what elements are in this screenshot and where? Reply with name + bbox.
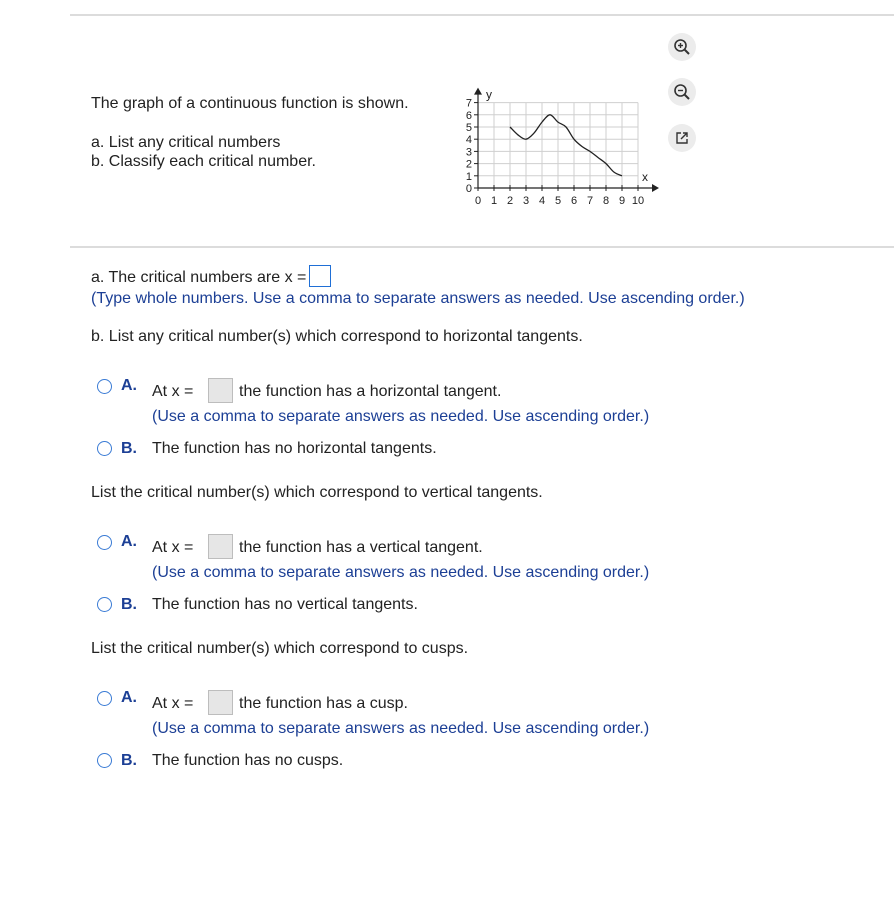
vertical-option-a-hint: (Use a comma to separate answers as needed. Use ascending order.) (152, 564, 650, 581)
vertical-option-b-text: The function has no vertical tangents. (152, 596, 418, 613)
y-tick-label: 6 (465, 109, 472, 122)
zoom-out-button[interactable] (668, 78, 696, 106)
x-tick-label: 2 (506, 195, 514, 207)
x-axis-arrow (652, 184, 659, 192)
x-tick-label: 5 (554, 195, 562, 207)
graph-axes (474, 88, 659, 192)
x-axis-label: x (642, 170, 648, 184)
x-tick-label: 9 (618, 195, 626, 207)
y-tick-label: 5 (465, 122, 472, 134)
x-tick-label: 1 (490, 195, 498, 207)
graph-ticks (466, 98, 644, 207)
vertical-option-b-radio[interactable] (97, 597, 112, 612)
cusp-prompt: List the critical number(s) which correspond to cusps. (91, 640, 469, 657)
critical-numbers-prompt: a. The critical numbers are x = (91, 269, 307, 286)
zoom-out-icon (673, 83, 691, 101)
vertical-option-a-letter: A. (121, 533, 137, 550)
x-tick-label: 0 (474, 195, 482, 207)
cusp-option-b-text: The function has no cusps. (152, 752, 344, 769)
y-tick-label: 2 (465, 158, 472, 171)
top-divider (70, 14, 894, 16)
horizontal-tangent-prompt: b. List any critical number(s) which correspond to horizontal tangents. (91, 328, 583, 345)
section-divider (70, 246, 894, 248)
cusp-option-b-letter: B. (121, 752, 137, 769)
horizontal-option-a-letter: A. (121, 377, 137, 394)
y-tick-label: 4 (465, 134, 472, 147)
question-part-b: b. Classify each critical number. (91, 153, 316, 170)
critical-numbers-input[interactable] (309, 265, 331, 287)
vertical-tangent-input[interactable] (208, 534, 233, 559)
x-tick-label: 8 (602, 195, 610, 207)
x-tick-label: 6 (570, 195, 578, 207)
vertical-option-a-post: the function has a vertical tangent. (239, 539, 483, 556)
x-tick-label: 7 (586, 195, 594, 207)
cusp-option-a-pre: At x = (152, 695, 194, 712)
horizontal-option-b-letter: B. (121, 440, 137, 457)
cusp-option-a-radio[interactable] (97, 691, 112, 706)
horizontal-option-a-radio[interactable] (97, 379, 112, 394)
x-tick-label: 4 (538, 195, 546, 207)
y-axis-label: y (486, 87, 492, 102)
y-axis-arrow (474, 88, 482, 95)
question-intro: The graph of a continuous function is shown. (91, 95, 409, 112)
critical-numbers-hint: (Type whole numbers. Use a comma to separate answers as needed. Use ascending order.) (91, 290, 745, 307)
horizontal-tangent-input[interactable] (208, 378, 233, 403)
open-external-button[interactable] (668, 124, 696, 152)
y-tick-label: 1 (465, 170, 472, 183)
function-curve (510, 115, 622, 176)
cusp-option-a-hint: (Use a comma to separate answers as needed. Use ascending order.) (152, 720, 650, 737)
x-tick-label: 10 (631, 195, 645, 207)
graph-grid (478, 103, 638, 188)
zoom-in-icon (673, 38, 691, 56)
cusp-input[interactable] (208, 690, 233, 715)
open-external-icon (674, 130, 690, 146)
y-tick-label: 0 (465, 183, 472, 195)
cusp-option-a-letter: A. (121, 689, 137, 706)
y-tick-label: 3 (465, 146, 472, 159)
question-part-a: a. List any critical numbers (91, 134, 281, 151)
y-tick-label: 7 (465, 97, 472, 110)
horizontal-option-a-post: the function has a horizontal tangent. (239, 383, 502, 400)
x-tick-label: 3 (522, 195, 530, 207)
vertical-tangent-prompt: List the critical number(s) which correspond to vertical tangents. (91, 484, 543, 501)
horizontal-option-a-hint: (Use a comma to separate answers as needed. Use ascending order.) (152, 408, 650, 425)
vertical-option-a-radio[interactable] (97, 535, 112, 550)
cusp-option-b-radio[interactable] (97, 753, 112, 768)
cusp-option-a-post: the function has a cusp. (239, 695, 408, 712)
vertical-option-a-pre: At x = (152, 539, 194, 556)
vertical-option-b-letter: B. (121, 596, 137, 613)
critical-numbers-row (91, 265, 331, 287)
horizontal-option-b-radio[interactable] (97, 441, 112, 456)
horizontal-option-b-text: The function has no horizontal tangents. (152, 440, 437, 457)
horizontal-option-a-pre: At x = (152, 383, 194, 400)
zoom-in-button[interactable] (668, 33, 696, 61)
function-graph (450, 50, 670, 220)
